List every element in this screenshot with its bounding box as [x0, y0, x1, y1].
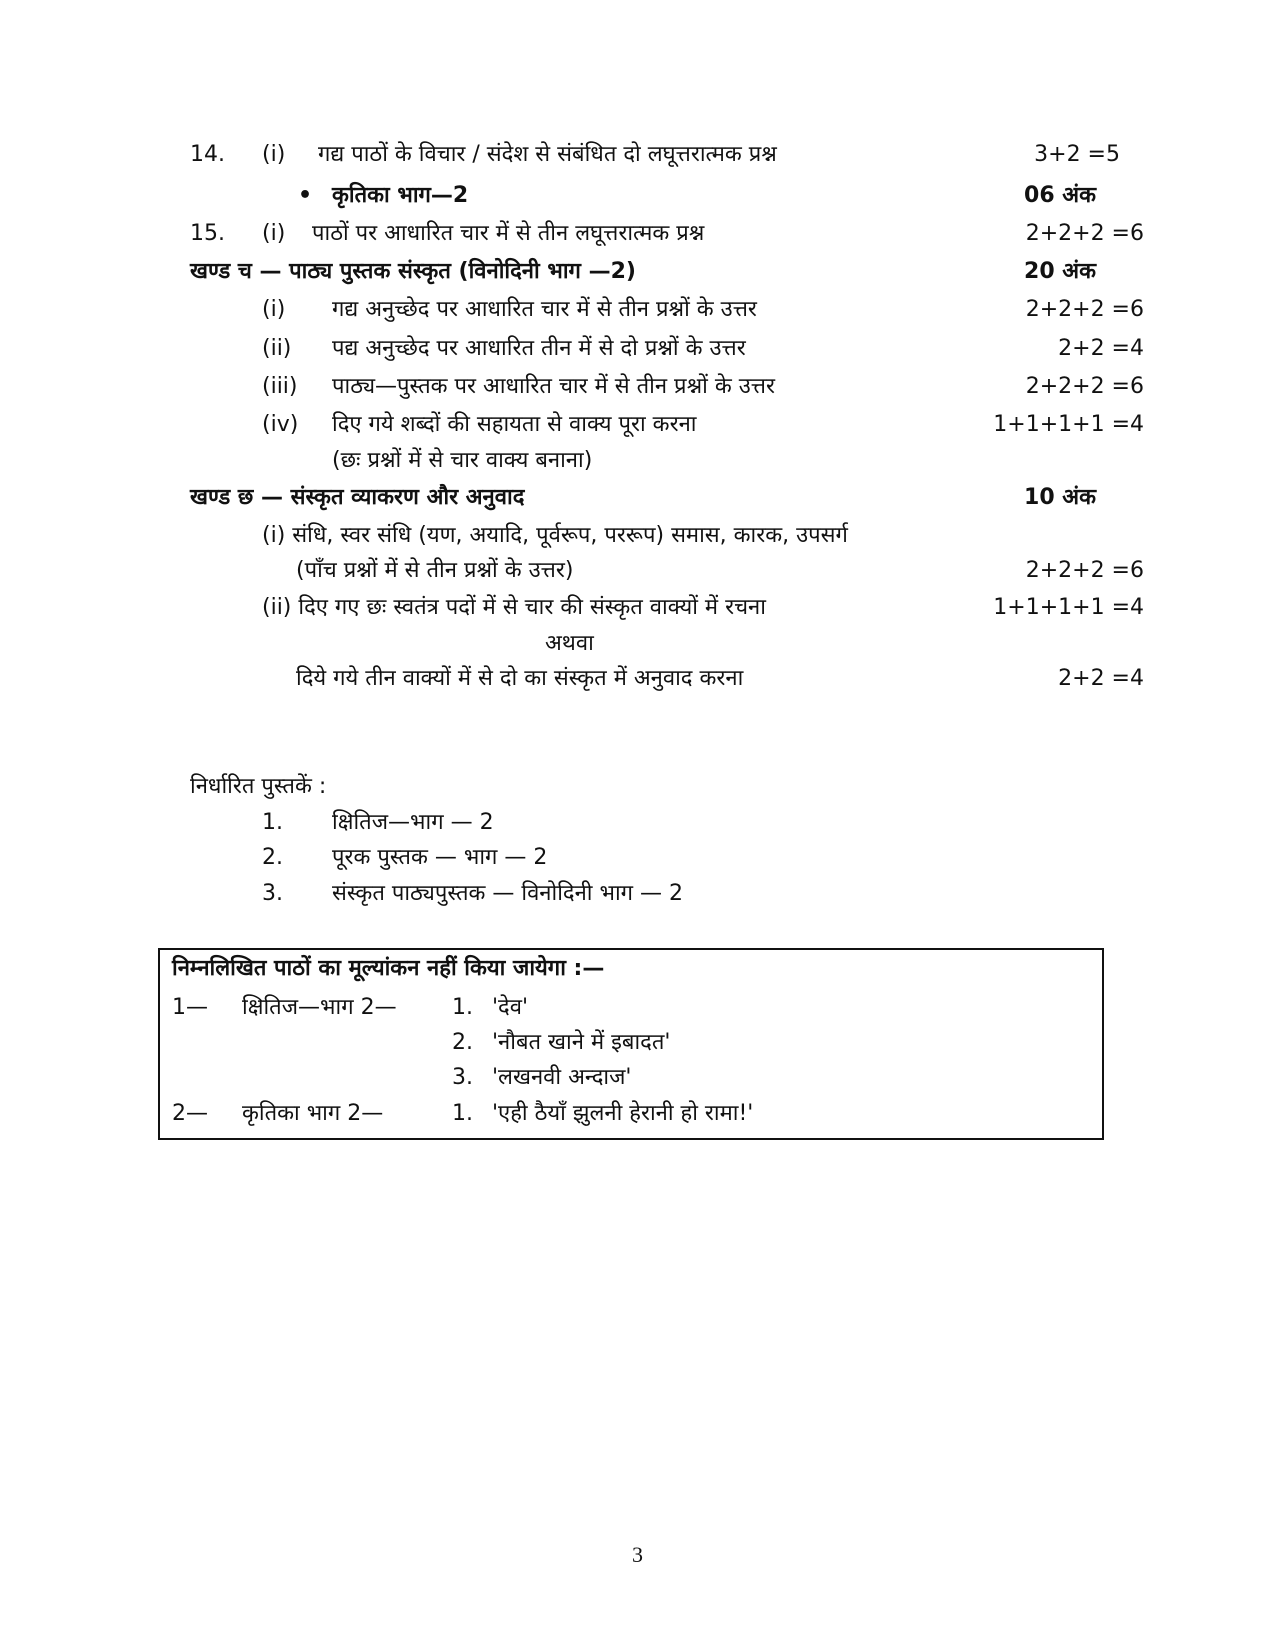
khand-ch-marks: 20 अंक	[1024, 259, 1096, 284]
excluded-group-2-item-1-number: 1.	[452, 1101, 473, 1126]
excluded-group-2-number: 2—	[172, 1101, 208, 1126]
excluded-group-2-item-1-title: 'एही ठैयाँ झुलनी हेरानी हो रामा!'	[492, 1101, 754, 1126]
book-3-title: संस्कृत पाठ्यपुस्तक — विनोदिनी भाग — 2	[332, 881, 684, 906]
khand-ch-item-2-marks: 2+2 =4	[1058, 336, 1144, 361]
excluded-group-1-item-3-number: 3.	[452, 1065, 473, 1090]
khand-ch-item-1-number: (i)	[262, 297, 286, 322]
kritika-heading: कृतिका भाग—2	[332, 183, 469, 208]
khand-chh-heading: खण्ड छ — संस्कृत व्याकरण और अनुवाद	[190, 485, 525, 510]
book-2-title: पूरक पुस्तक — भाग — 2	[332, 845, 548, 870]
khand-ch-item-4-text: दिए गये शब्दों की सहायता से वाक्य पूरा करना	[332, 412, 697, 437]
excluded-group-1-item-1-number: 1.	[452, 995, 473, 1020]
khand-chh-item-1-note: (पाँच प्रश्नों में से तीन प्रश्नों के उत्तर)	[296, 558, 574, 583]
khand-ch-heading: खण्ड च — पाठ्य पुस्तक संस्कृत (विनोदिनी भाग —2)	[190, 259, 636, 284]
excluded-group-1-book: क्षितिज—भाग 2—	[242, 995, 397, 1020]
khand-chh-item-2-marks: 1+1+1+1 =4	[993, 595, 1144, 620]
kritika-bullet: •	[298, 183, 313, 208]
khand-chh-item-1-text: (i) संधि, स्वर संधि (यण, अयादि, पूर्वरूप, पररूप) समास, कारक, उपसर्ग	[262, 523, 848, 548]
khand-ch-item-1-text: गद्य अनुच्छेद पर आधारित चार में से तीन प्रश्नों के उत्तर	[332, 297, 757, 322]
excluded-group-1-item-3-title: 'लखनवी अन्दाज'	[492, 1065, 632, 1090]
kritika-marks: 06 अंक	[1024, 183, 1096, 208]
khand-ch-item-3-text: पाठ्य—पुस्तक पर आधारित चार में से तीन प्रश्नों के उत्तर	[332, 374, 775, 399]
book-1-title: क्षितिज—भाग — 2	[332, 810, 494, 835]
q15-text: पाठों पर आधारित चार में से तीन लघूत्तरात्मक प्रश्न	[312, 221, 705, 246]
khand-chh-item-1-marks: 2+2+2 =6	[1025, 558, 1144, 583]
q15-sub-number: (i)	[262, 221, 286, 246]
khand-ch-item-4-marks: 1+1+1+1 =4	[993, 412, 1144, 437]
excluded-group-1-number: 1—	[172, 995, 208, 1020]
excluded-group-1-item-2-title: 'नौबत खाने में इबादत'	[492, 1030, 671, 1055]
khand-ch-item-4-note: (छः प्रश्नों में से चार वाक्य बनाना)	[332, 448, 593, 473]
q14-text: गद्य पाठों के विचार / संदेश से संबंधित दो लघूत्तरात्मक प्रश्न	[318, 142, 777, 167]
khand-ch-item-2-text: पद्य अनुच्छेद पर आधारित तीन में से दो प्रश्नों के उत्तर	[332, 336, 746, 361]
khand-ch-item-3-marks: 2+2+2 =6	[1025, 374, 1144, 399]
excluded-group-1-item-1-title: 'देव'	[492, 995, 529, 1020]
book-2-number: 2.	[262, 845, 283, 870]
q14-sub-number: (i)	[262, 142, 286, 167]
q15-number: 15.	[190, 221, 225, 246]
excluded-group-1-item-2-number: 2.	[452, 1030, 473, 1055]
book-3-number: 3.	[262, 881, 283, 906]
khand-chh-item-3-text: दिये गये तीन वाक्यों में से दो का संस्कृत में अनुवाद करना	[296, 666, 744, 691]
excluded-group-2-book: कृतिका भाग 2—	[242, 1101, 384, 1126]
khand-chh-item-3-marks: 2+2 =4	[1058, 666, 1144, 691]
khand-chh-item-2-text: (ii) दिए गए छः स्वतंत्र पदों में से चार की संस्कृत वाक्यों में रचना	[262, 595, 766, 620]
khand-chh-marks: 10 अंक	[1024, 485, 1096, 510]
q14-marks: 3+2 =5	[1034, 142, 1120, 167]
book-1-number: 1.	[262, 810, 283, 835]
books-heading: निर्धारित पुस्तकें :	[190, 774, 327, 799]
khand-ch-item-3-number: (iii)	[262, 374, 298, 399]
athva-label: अथवा	[545, 631, 594, 656]
q15-marks: 2+2+2 =6	[1025, 221, 1144, 246]
page-number: 3	[632, 1542, 643, 1567]
khand-ch-item-2-number: (ii)	[262, 336, 292, 361]
khand-ch-item-4-number: (iv)	[262, 412, 299, 437]
excluded-heading: निम्नलिखित पाठों का मूल्यांकन नहीं किया जायेगा :—	[172, 956, 605, 981]
q14-number: 14.	[190, 142, 225, 167]
khand-ch-item-1-marks: 2+2+2 =6	[1025, 297, 1144, 322]
